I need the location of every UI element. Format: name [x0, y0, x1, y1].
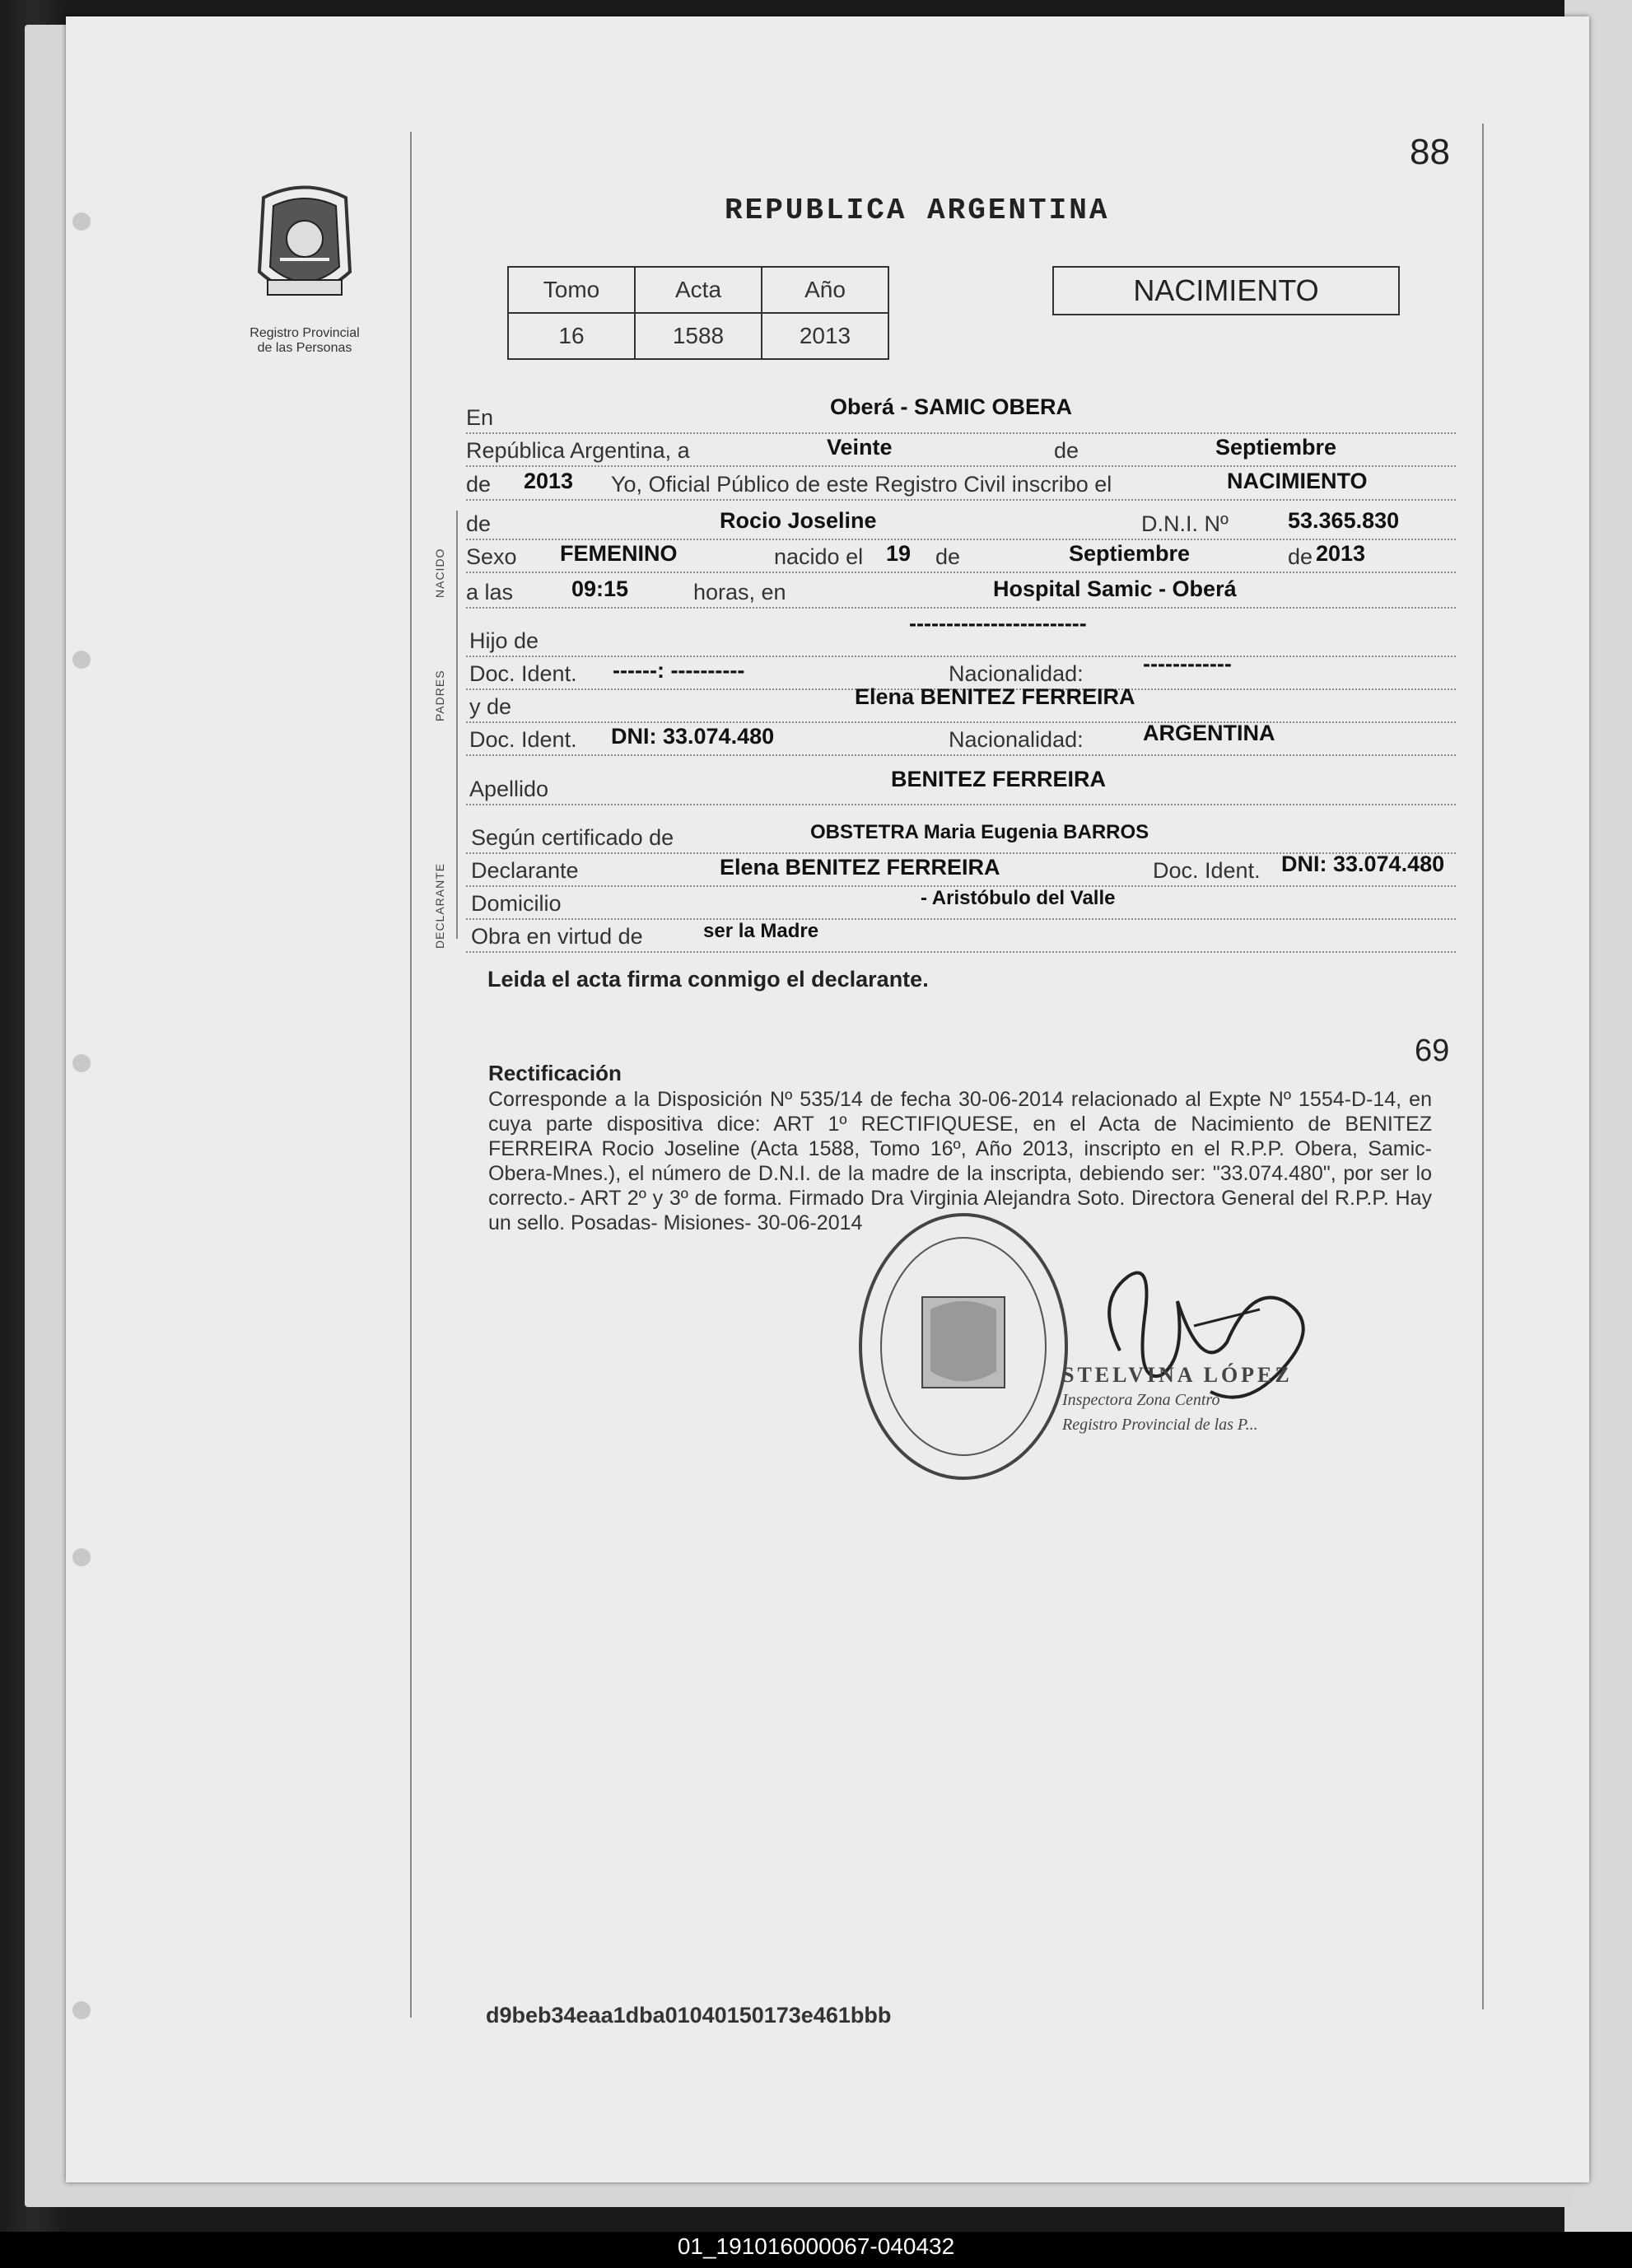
label-nacido-el: nacido el: [774, 544, 864, 569]
label-hijo-de: Hijo de: [469, 628, 539, 653]
label-de: de: [466, 511, 492, 536]
punch-hole: [72, 651, 91, 669]
value-domicilio: - Aristóbulo del Valle: [921, 887, 1116, 909]
rectificacion-body: Corresponde a la Disposición Nº 535/14 de fecha 30-06-2014 relacionado al Expte Nº 1554-D-14, en cuya parte dispositiva dice: ART 1º RECTIFIQUESE, en el Acta de Nacimiento de BENITEZ FERREIRA Rocio Joseline (Acta 1588, Tomo 16º, Año 2013, inscripto en el R.P.P. Obera, Samic-Obera-Mnes.), el número de D.N.I. de la madre de la inscripta, debiendo ser: "33.074.480", por ser lo correcto.- ART 2º y 3º de forma. Firmado Dra Virginia Alejandra Soto. Directora General del R.P.P. Hay un sello. Posadas- Misiones- 30-06-2014: [488, 1088, 1432, 1234]
value-anio-nac: 2013: [1316, 541, 1366, 566]
acta-header: Acta: [635, 267, 762, 313]
record-type-box: NACIMIENTO: [1052, 266, 1400, 315]
official-stamp-icon: [840, 1202, 1087, 1491]
rectificacion-title: Rectificación: [488, 1061, 622, 1085]
label-republica: República Argentina, a: [466, 438, 690, 463]
label-de: de: [935, 544, 961, 569]
tomo-value: 16: [508, 313, 635, 359]
value-nombre: Rocio Joseline: [720, 508, 877, 533]
value-madre: Elena BENITEZ FERREIRA: [855, 684, 1135, 709]
label-y-de: y de: [469, 694, 512, 719]
value-anio: 2013: [524, 469, 574, 493]
value-declarante-doc: DNI: 33.074.480: [1281, 852, 1445, 876]
row-nombre: [466, 506, 1456, 540]
acta-value: 1588: [635, 313, 762, 359]
row-lugar: [466, 394, 1456, 434]
value-dia: Veinte: [827, 435, 893, 460]
section-divider-line: [456, 511, 458, 939]
value-padre-nac: ------------: [1143, 651, 1232, 676]
value-dia-nac: 19: [886, 541, 912, 566]
label-doc-ident: Doc. Ident.: [469, 727, 577, 752]
label-sexo: Sexo: [466, 544, 517, 569]
label-doc-ident: Doc. Ident.: [469, 661, 577, 686]
value-lugar: Oberá - SAMIC OBERA: [830, 394, 1073, 419]
left-margin-line: [410, 132, 412, 2018]
value-dni: 53.365.830: [1288, 508, 1400, 533]
value-sexo: FEMENINO: [560, 541, 678, 566]
value-declarante: Elena BENITEZ FERREIRA: [720, 855, 1000, 880]
label-a-las: a las: [466, 580, 514, 604]
anio-value: 2013: [762, 313, 888, 359]
registry-caption: Registro Provincial de las Personas: [249, 326, 360, 355]
row-declarante: [466, 852, 1456, 887]
punch-hole: [72, 2001, 91, 2019]
value-virtud: ser la Madre: [703, 920, 819, 942]
label-declarante-doc: Doc. Ident.: [1153, 858, 1261, 883]
row-sexo: [466, 539, 1456, 573]
record-reference-table: [507, 266, 889, 360]
value-certificado: OBSTETRA Maria Eugenia BARROS: [810, 821, 1149, 843]
value-mes: Septiembre: [1215, 435, 1337, 460]
row-fecha: [466, 432, 1456, 467]
value-madre-nac: ARGENTINA: [1143, 721, 1275, 745]
tomo-header: Tomo: [508, 267, 635, 313]
document-title: REPUBLICA ARGENTINA: [725, 194, 1110, 227]
label-dni: D.N.I. Nº: [1141, 511, 1229, 536]
value-lugar-nac: Hospital Samic - Oberá: [993, 576, 1237, 601]
label-obra: Obra en virtud de: [471, 924, 643, 949]
value-mes-nac: Septiembre: [1069, 541, 1191, 566]
punch-hole: [72, 212, 91, 231]
side-label-padres: PADRES: [433, 670, 446, 721]
side-label-nacido: NACIDO: [433, 548, 446, 598]
officer-role: Inspectora Zona Centro: [1062, 1391, 1220, 1409]
punch-hole: [72, 1548, 91, 1566]
value-hora: 09:15: [571, 576, 629, 601]
row-domicilio: [466, 885, 1456, 920]
label-nacionalidad: Nacionalidad:: [949, 661, 1084, 686]
right-margin-line: [1482, 124, 1484, 2009]
value-madre-doc: DNI: 33.074.480: [611, 724, 775, 749]
label-apellido: Apellido: [469, 777, 549, 801]
label-de: de: [1288, 544, 1313, 569]
label-segun: Según certificado de: [471, 825, 674, 850]
row-madre-doc: [466, 721, 1456, 756]
row-certificado: [466, 819, 1456, 854]
value-padre-doc: ------: ----------: [613, 658, 745, 683]
footer-id: 01_191016000067-040432: [677, 2233, 955, 2259]
officer-signature-block: [1062, 1363, 1293, 1437]
row-inscripcion: [466, 466, 1456, 501]
value-padre: ------------------------: [909, 611, 1087, 636]
row-apellido: [466, 767, 1456, 805]
punch-hole: [72, 1054, 91, 1072]
misiones-seal-icon: [247, 181, 362, 313]
label-domicilio: Domicilio: [471, 891, 562, 916]
officer-name: STELVINA LÓPEZ: [1062, 1363, 1293, 1387]
firma-line: Leida el acta firma conmigo el declarante.: [487, 967, 929, 992]
rectificacion-number: 69: [1415, 1034, 1450, 1068]
row-hijo-de: [466, 611, 1456, 657]
row-madre: [466, 684, 1456, 723]
row-hora: [466, 574, 1456, 609]
page-number: 88: [1410, 132, 1450, 172]
officer-office: Registro Provincial de las P...: [1062, 1416, 1258, 1434]
label-de: de: [1054, 438, 1079, 463]
value-acto: NACIMIENTO: [1227, 469, 1368, 493]
label-yo: Yo, Oficial Público de este Registro Civil inscribo el: [611, 472, 1112, 497]
side-label-declarante: DECLARANTE: [433, 862, 446, 949]
value-apellido: BENITEZ FERREIRA: [891, 767, 1107, 791]
label-de: de: [466, 472, 492, 497]
row-obra: [466, 918, 1456, 953]
label-nacionalidad: Nacionalidad:: [949, 727, 1084, 752]
label-horas-en: horas, en: [693, 580, 786, 604]
document-hash: d9beb34eaa1dba01040150173e461bbb: [486, 2003, 892, 2028]
label-declarante: Declarante: [471, 858, 579, 883]
anio-header: Año: [762, 267, 888, 313]
label-en: En: [466, 405, 494, 430]
